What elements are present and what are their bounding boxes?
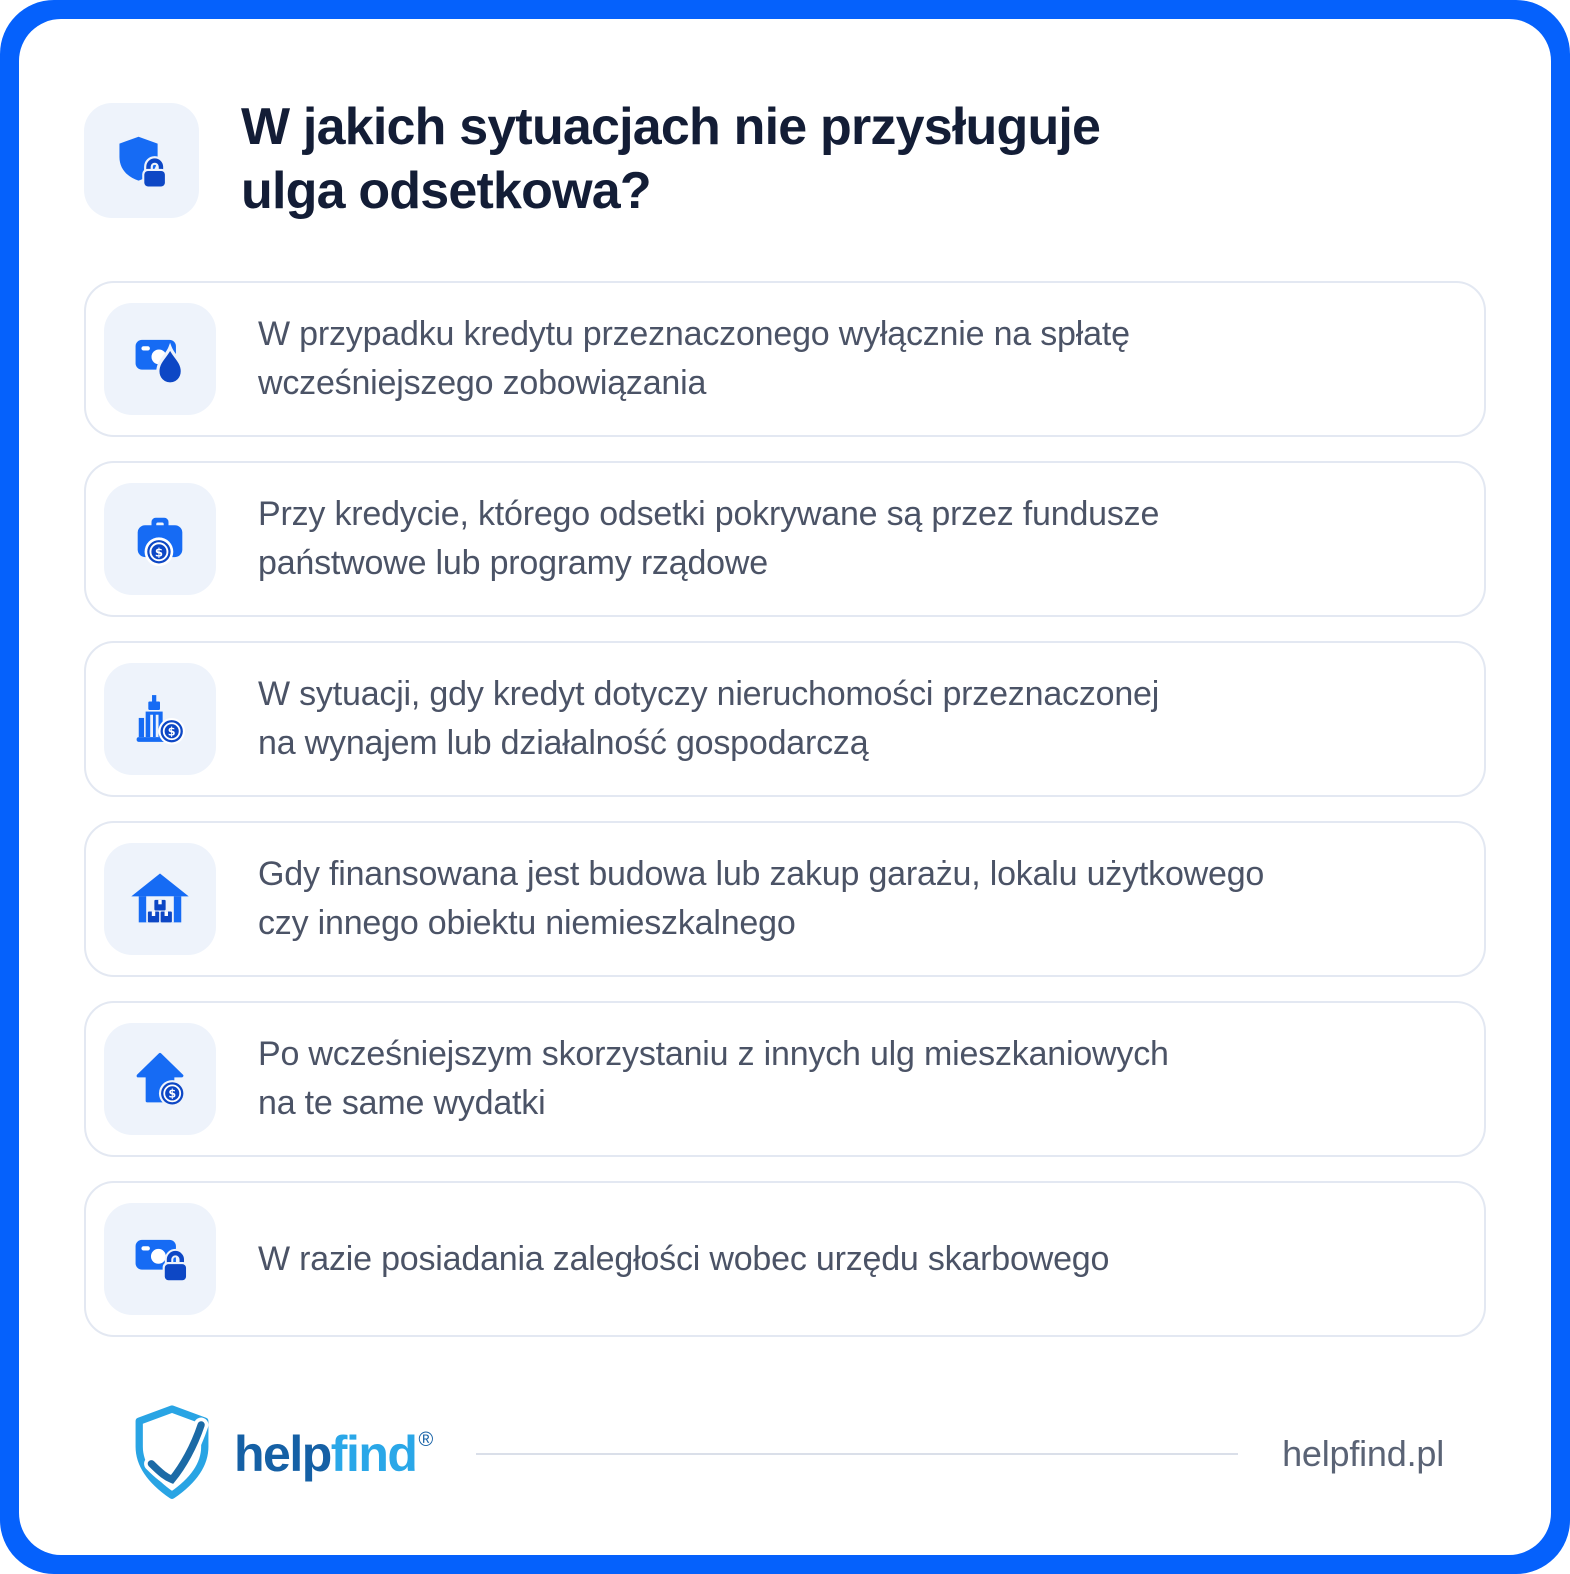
footer-divider xyxy=(476,1453,1238,1455)
card-text-line: Przy kredycie, którego odsetki pokrywane są przez fundusze xyxy=(258,495,1160,533)
page-title xyxy=(241,95,1100,223)
reason-card xyxy=(84,281,1486,437)
house-coin-icon-tile xyxy=(104,1023,216,1135)
cards-list xyxy=(84,281,1486,1337)
shield-lock-icon xyxy=(105,124,179,198)
card-text xyxy=(258,310,1130,408)
footer-site-url: helpfind.pl xyxy=(1282,1433,1444,1474)
building-coin-icon xyxy=(126,685,194,753)
card-text-line: W przypadku kredytu przeznaczonego wyłącznie na spłatę xyxy=(258,315,1130,353)
title-line: ulga odsetkowa? xyxy=(241,162,651,220)
card-text xyxy=(258,1235,1109,1284)
card-text-line: Gdy finansowana jest budowa lub zakup garażu, lokalu użytkowego xyxy=(258,855,1265,893)
card-text-line: państwowe lub programy rządowe xyxy=(258,544,768,582)
card-text-line: wcześniejszego zobowiązania xyxy=(258,364,707,402)
brand-wordmark xyxy=(234,1425,432,1483)
building-coin-icon-tile xyxy=(104,663,216,775)
warehouse-boxes-icon xyxy=(126,865,194,933)
warehouse-boxes-icon-tile xyxy=(104,843,216,955)
title-line: W jakich sytuacjach nie przysługuje xyxy=(241,98,1101,156)
credit-card-drop-icon-tile xyxy=(104,303,216,415)
card-text xyxy=(258,1030,1169,1128)
content-area xyxy=(19,19,1551,1555)
reason-card xyxy=(84,461,1486,617)
reason-card xyxy=(84,821,1486,977)
card-text xyxy=(258,490,1159,588)
helpfind-shield-icon xyxy=(128,1403,216,1505)
briefcase-coin-icon xyxy=(126,505,194,573)
house-coin-icon xyxy=(126,1045,194,1113)
brand-find: find xyxy=(330,1426,417,1482)
shield-lock-icon-tile xyxy=(84,103,199,218)
svg-text:$: $ xyxy=(167,725,176,739)
reason-card xyxy=(84,1001,1486,1157)
svg-text:$: $ xyxy=(154,545,163,560)
card-text-line: W sytuacji, gdy kredyt dotyczy nieruchomości przeznaczonej xyxy=(258,675,1160,713)
helpfind-logo xyxy=(128,1403,432,1505)
card-text-line: Po wcześniejszym skorzystaniu z innych ulg mieszkaniowych xyxy=(258,1035,1169,1073)
briefcase-coin-icon-tile xyxy=(104,483,216,595)
reason-card xyxy=(84,1181,1486,1337)
svg-text:$: $ xyxy=(168,1087,177,1101)
brand-help: help xyxy=(234,1426,331,1482)
footer xyxy=(128,1403,1444,1505)
header xyxy=(84,98,1486,223)
card-text-line: W razie posiadania zaległości wobec urzędu skarbowego xyxy=(258,1239,1110,1278)
card-text-line: na wynajem lub działalność gospodarczą xyxy=(258,724,869,762)
card-lock-icon-tile xyxy=(104,1203,216,1315)
card-text xyxy=(258,850,1264,948)
card-text-line: czy innego obiektu niemieszkalnego xyxy=(258,904,796,942)
card-text-line: na te same wydatki xyxy=(258,1084,546,1122)
reason-card xyxy=(84,641,1486,797)
card-lock-icon xyxy=(126,1225,194,1293)
registered-mark: ® xyxy=(418,1429,432,1451)
card-text xyxy=(258,670,1159,768)
credit-card-drop-icon xyxy=(126,325,194,393)
